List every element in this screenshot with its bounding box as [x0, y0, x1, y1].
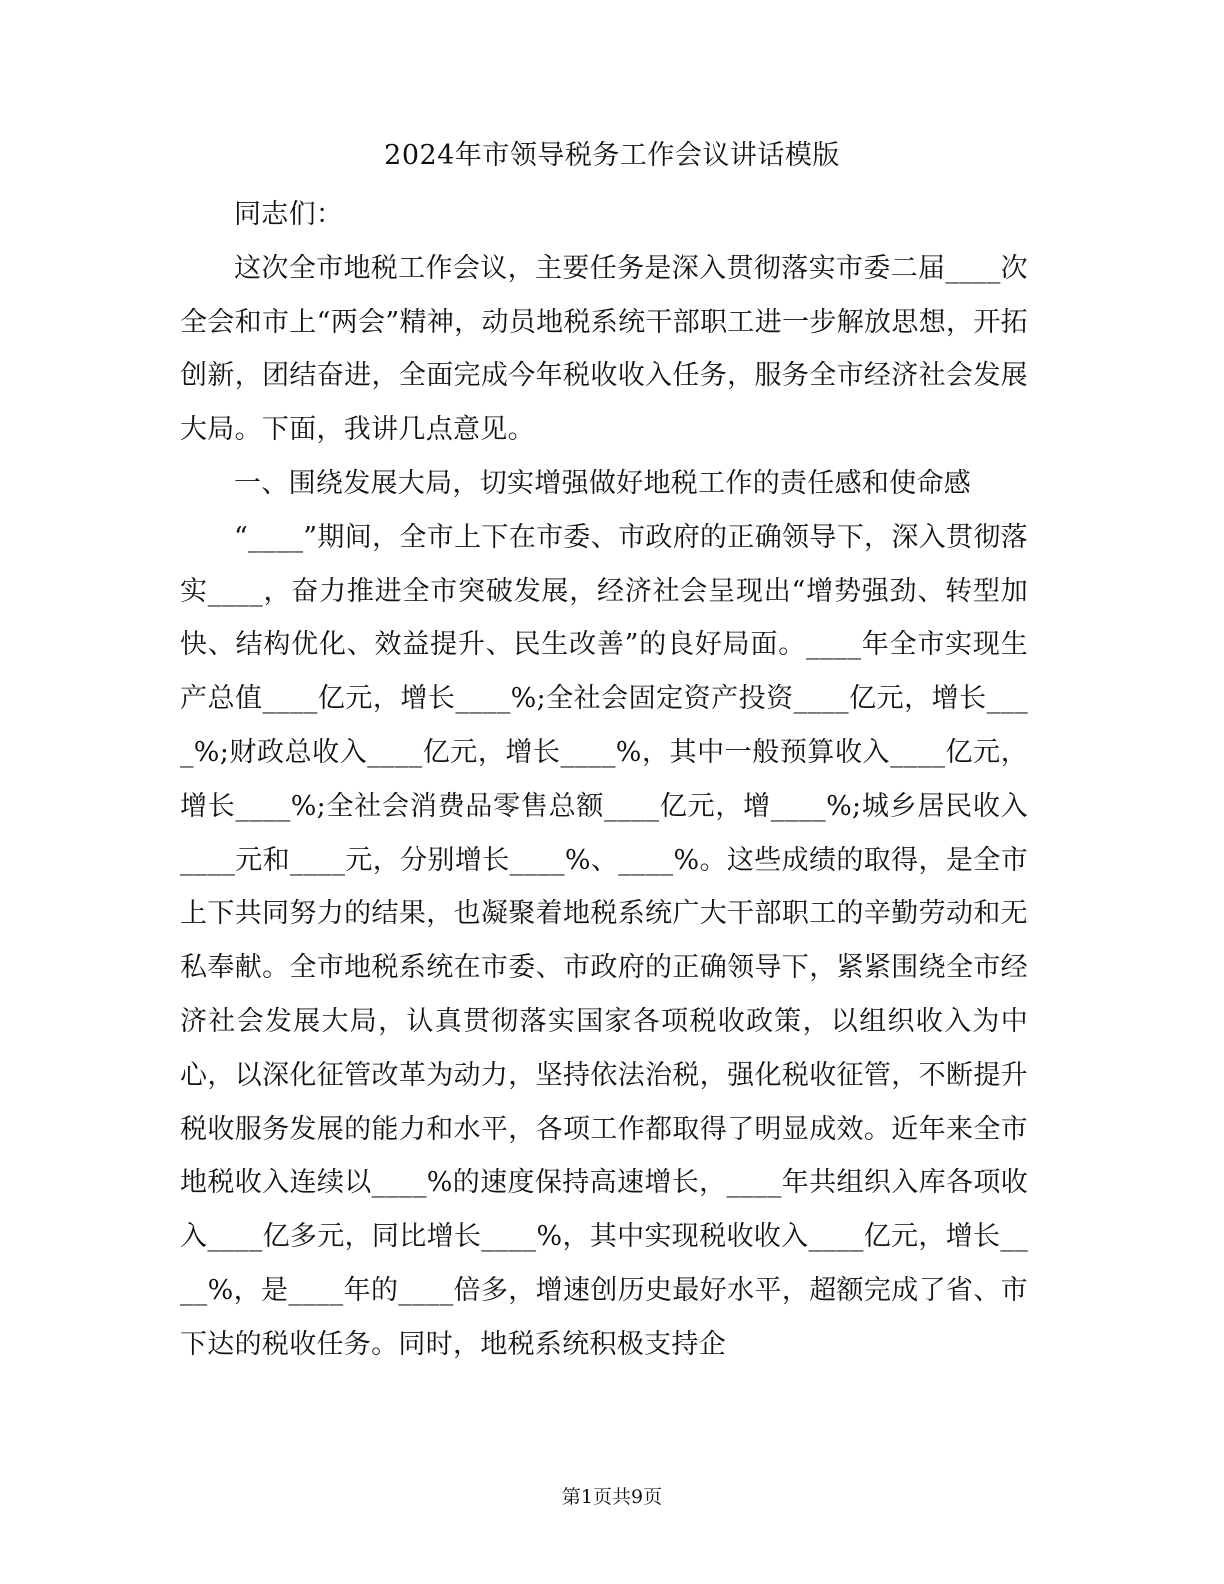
- paragraph-intro: 这次全市地税工作会议，主要任务是深入贯彻落实市委二届____次全会和市上“两会”精神，动员地税系统干部职工进一步解放思想，开拓创新，团结奋进，全面完成今年税收收入任务，服务全市经济社会发展大局。下面，我讲几点意见。: [180, 252, 1028, 446]
- document-body: [180, 188, 1028, 1372]
- paragraph-achievements: “____”期间，全市上下在市委、市政府的正确领导下，深入贯彻落实____，奋力推进全市突破发展，经济社会呈现出“增势强劲、转型加快、结构优化、效益提升、民生改善”的良好局面。____年全市实现生产总值____亿元，增长____%;全社会固定资产投资____亿元，增长____%;财政总收入____亿元，增长____%，其中一般预算收入____亿元，增长____%;全社会消费品零售总额____亿元，增____%;城乡居民收入____元和____元，分别增长____%、____%。这些成绩的取得，是全市上下共同努力的结果，也凝聚着地税系统广大干部职工的辛勤劳动和无私奉献。全市地税系统在市委、市政府的正确领导下，紧紧围绕全市经济社会发展大局，认真贯彻落实国家各项税收政策，以组织收入为中心，以深化征管改革为动力，坚持依法治税，强化税收征管，不断提升税收服务发展的能力和水平，各项工作都取得了明显成效。近年来全市地税收入连续以____%的速度保持高速增长，____年共组织入库各项收入____亿多元，同比增长____%，其中实现税收收入____亿元，增长____%，是____年的____倍多，增速创历史最好水平，超额完成了省、市下达的税收任务。同时，地税系统积极支持企: [180, 521, 1028, 1360]
- document-title: 2024年市领导税务工作会议讲话模版: [384, 140, 840, 171]
- section-heading-1: 一、围绕发展大局，切实增强做好地税工作的责任感和使命感: [234, 467, 972, 499]
- salutation: 同志们：: [234, 199, 344, 230]
- page-footer: 第1页共9页: [561, 1486, 663, 1508]
